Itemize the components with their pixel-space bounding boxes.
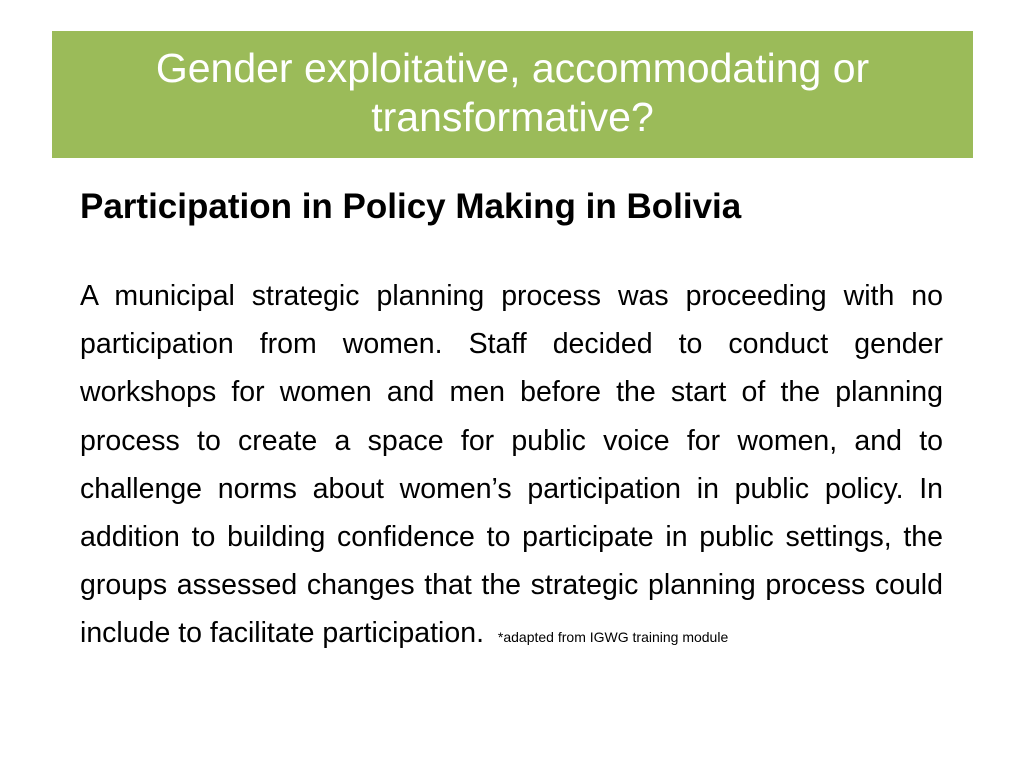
attribution-note: *adapted from IGWG training module	[497, 629, 729, 646]
slide-title: Gender exploitative, accommodating or transformative?	[155, 44, 870, 140]
slide-subtitle: Participation in Policy Making in Bolivia	[80, 187, 742, 226]
body-paragraph	[80, 272, 943, 658]
body-text: A municipal strategic planning process was proceeding with no participation from women. Staff decided to conduct gender workshops for women and men before the start of the planning process to create a space for public voice for women, and to challenge norms about women’s participation in public policy. In addition to building confidence to participate in public settings, the groups assessed changes that the strategic planning process could include to facilitate participation.	[80, 280, 943, 650]
title-band	[52, 31, 973, 158]
